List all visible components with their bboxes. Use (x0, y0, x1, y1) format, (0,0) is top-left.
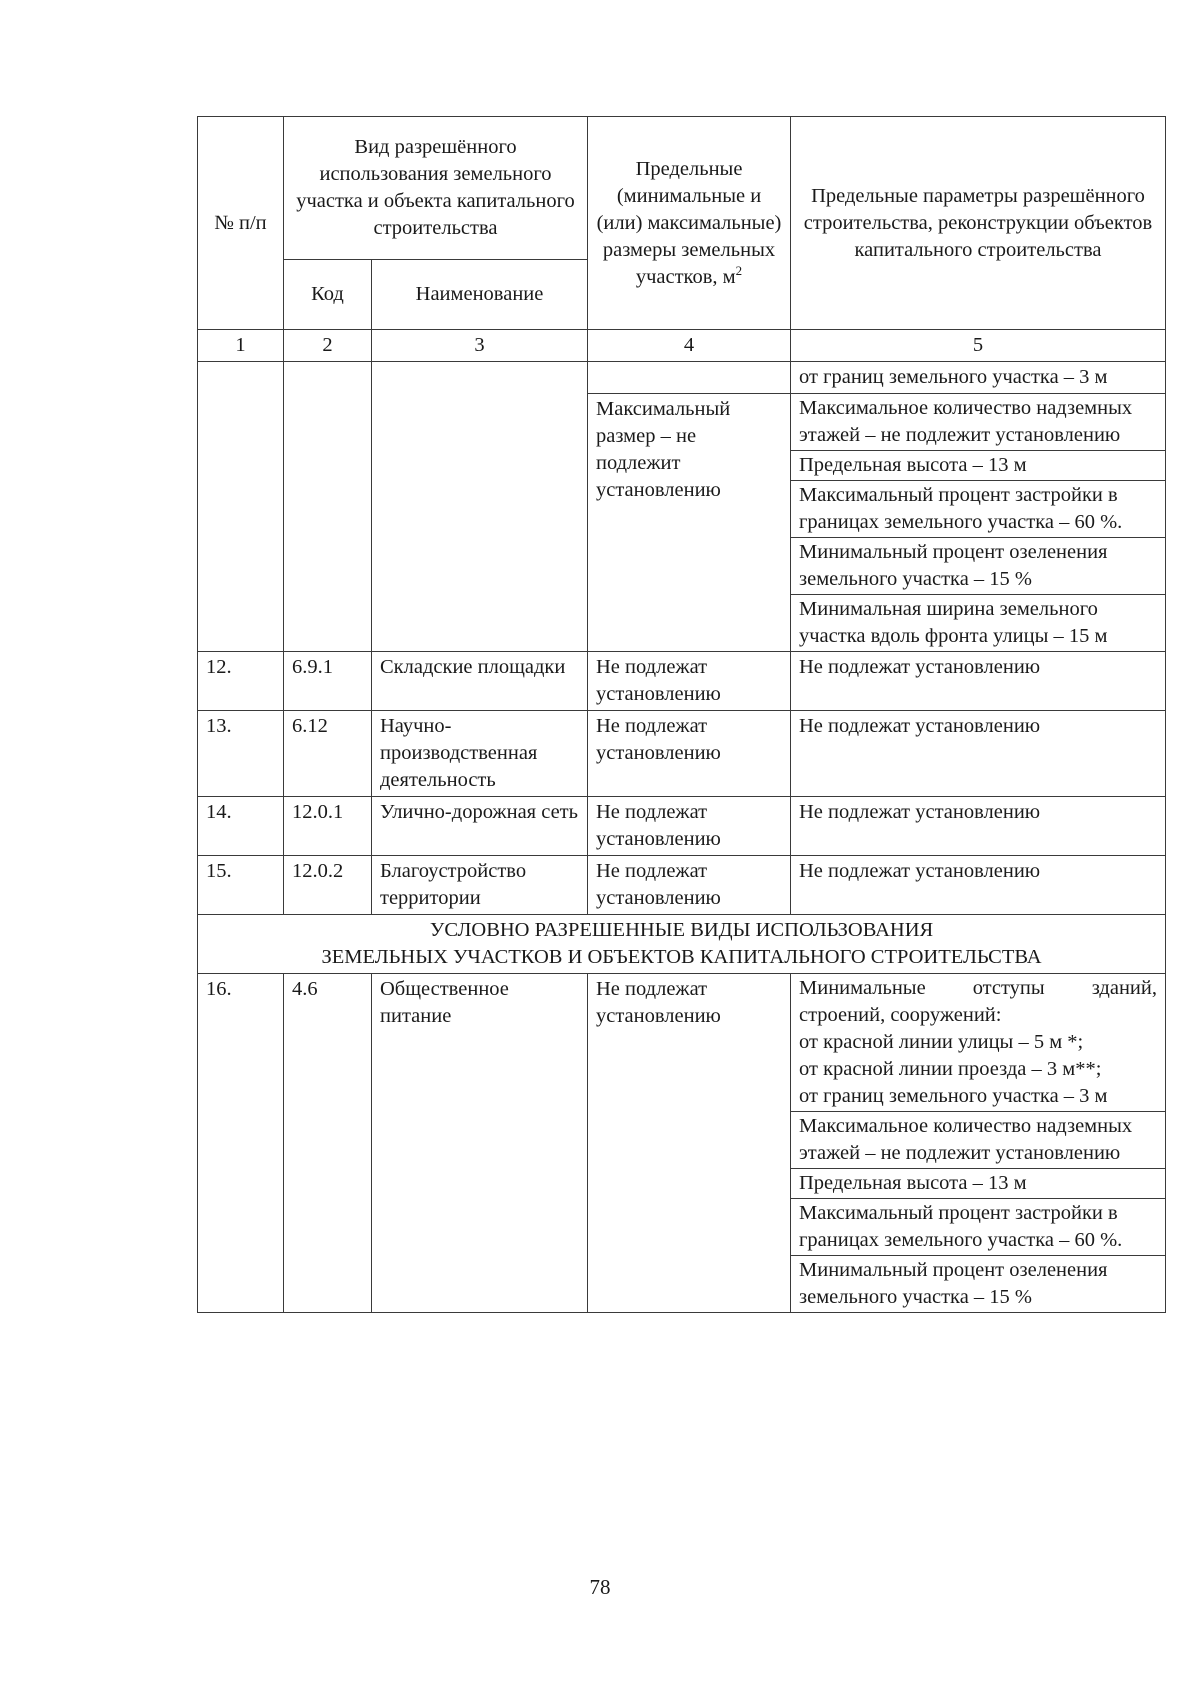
param-setbacks (791, 974, 1165, 1112)
land-use-table (197, 116, 1166, 1313)
row-name: Складские площадки (372, 652, 588, 711)
cont-name-cell (372, 362, 588, 652)
row-name: Общественное питание (372, 974, 588, 1313)
row-num: 13. (198, 711, 284, 797)
row-num: 16. (198, 974, 284, 1313)
cont-param-top: от границ земельного участка – 3 м (791, 362, 1166, 394)
param-build-percent: Максимальный процент застройки в границах земельного участка – 60 %. (791, 1199, 1165, 1256)
param-floors: Максимальное количество надземных этажей – не подлежит установлению (791, 394, 1165, 451)
param-height: Предельная высота – 13 м (791, 451, 1165, 481)
param-green-percent: Минимальный процент озеленения земельного участка – 15 % (791, 538, 1165, 595)
table-row (198, 797, 1166, 856)
param-height: Предельная высота – 13 м (791, 1169, 1165, 1199)
row-size: Не подлежат установлению (588, 974, 791, 1313)
row-params: Не подлежат установлению (791, 652, 1166, 711)
column-number: 4 (588, 330, 791, 362)
row-code: 4.6 (284, 974, 372, 1313)
header-sizes: Предельные (минимальные и (или) максимальные) размеры земельных участков, $м^2$ (588, 117, 791, 330)
param-floors: Максимальное количество надземных этажей – не подлежит установлению (791, 1112, 1165, 1169)
continued-row (198, 362, 1166, 394)
table-row (198, 974, 1166, 1313)
column-number: 3 (372, 330, 588, 362)
row-code: 12.0.1 (284, 797, 372, 856)
cont-max-size: Максимальный размер – не подлежит установлению (588, 394, 791, 652)
row-name: Научно-производственная деятельность (372, 711, 588, 797)
cont-code-cell (284, 362, 372, 652)
row-num: 14. (198, 797, 284, 856)
row-num: 15. (198, 856, 284, 915)
param-setbacks-title: Минимальные отступы зданий, строений, сооружений: (799, 977, 1157, 1026)
cont-params (791, 394, 1166, 652)
row-params: Не подлежат установлению (791, 711, 1166, 797)
row-size: Не подлежат установлению (588, 711, 791, 797)
row-num: 12. (198, 652, 284, 711)
row-size: Не подлежат установлению (588, 856, 791, 915)
row-code: 6.12 (284, 711, 372, 797)
row-size: Не подлежат установлению (588, 797, 791, 856)
column-number: 1 (198, 330, 284, 362)
row-params: Не подлежат установлению (791, 856, 1166, 915)
row-params (791, 974, 1166, 1313)
param-setback-street: от красной линии улицы – 5 м *; (799, 1031, 1084, 1053)
param-min-width: Минимальная ширина земельного участка вдоль фронта улицы – 15 м (799, 598, 1108, 647)
column-number: 2 (284, 330, 372, 362)
section-heading-row (198, 915, 1166, 974)
section-heading-line: ЗЕМЕЛЬНЫХ УЧАСТКОВ И ОБЪЕКТОВ КАПИТАЛЬНОГО СТРОИТЕЛЬСТВА (321, 946, 1042, 968)
cont-num-cell (198, 362, 284, 652)
table-row (198, 652, 1166, 711)
header-vid-title: Вид разрешённого использования земельного участка и объекта капитального строительства (284, 117, 588, 260)
header-num: № п/п (198, 117, 284, 330)
param-setback-passage: от красной линии проезда – 3 м**; (799, 1058, 1102, 1080)
param-build-percent: Максимальный процент застройки в границах земельного участка – 60 %. (791, 481, 1165, 538)
row-params: Не подлежат установлению (791, 797, 1166, 856)
table-row (198, 711, 1166, 797)
row-code: 6.9.1 (284, 652, 372, 711)
header-params: Предельные параметры разрешённого строительства, реконструкции объектов капитального строительства (791, 117, 1166, 330)
row-size: Не подлежат установлению (588, 652, 791, 711)
table-row (198, 856, 1166, 915)
column-number-row (198, 330, 1166, 362)
param-green-percent: Минимальный процент озеленения земельного участка – 15 % (799, 1259, 1108, 1308)
cont-size-empty (588, 362, 791, 394)
row-name: Улично-дорожная сеть (372, 797, 588, 856)
row-code: 12.0.2 (284, 856, 372, 915)
param-setback-boundary: от границ земельного участка – 3 м (799, 1085, 1108, 1107)
page-number: 78 (589, 1575, 611, 1599)
column-number: 5 (791, 330, 1166, 362)
header-name: Наименование (372, 260, 588, 330)
row-name: Благоустройство территории (372, 856, 588, 915)
header-code: Код (284, 260, 372, 330)
section-heading-line: УСЛОВНО РАЗРЕШЕННЫЕ ВИДЫ ИСПОЛЬЗОВАНИЯ (429, 919, 934, 941)
section-heading (198, 915, 1166, 974)
